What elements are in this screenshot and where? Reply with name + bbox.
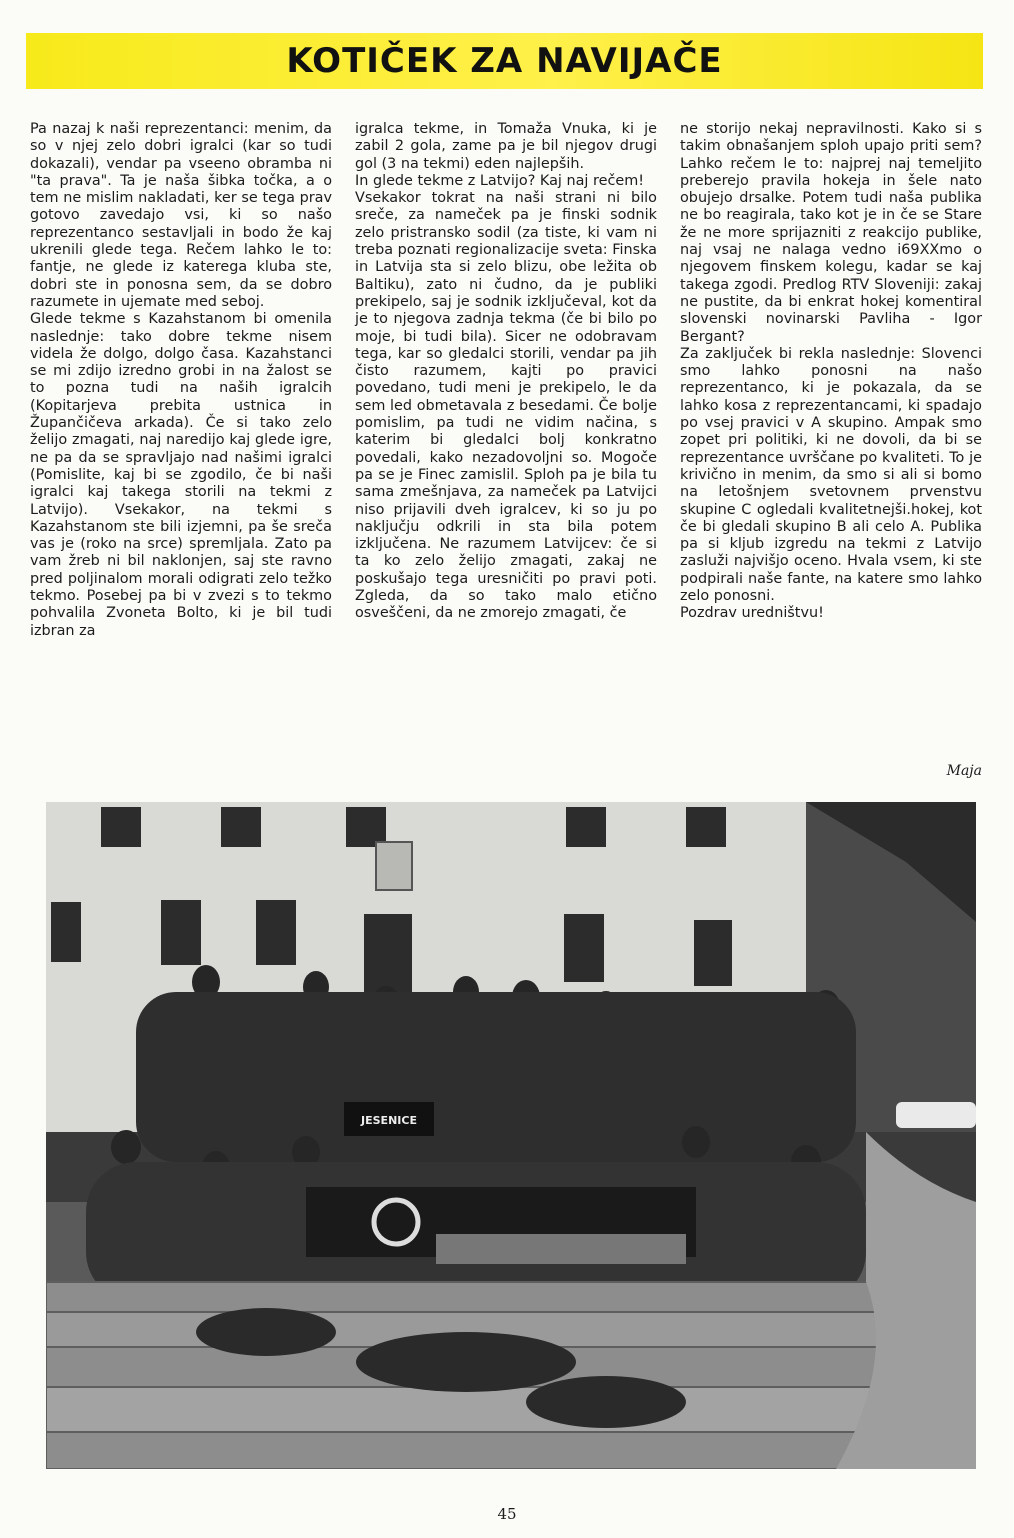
paragraph: igralca tekme, in Tomaža Vnuka, ki je zabil 2 gola, zame pa je bil njegov drugi gol (3 na tekmi) eden najlepših. [355,121,657,172]
article-column-1 [30,121,332,640]
paragraph: In glede tekme z Latvijo? Kaj naj rečem! [355,172,644,189]
paragraph: Vsekakor tokrat na naši strani ni bilo sreče, za nameček pa je finski sodnik zelo pristransko sodil (za tiste, ki vam ni treba poznati regionalizacije sveta: Finska in Latvija sta si zelo blizu, obe ležita ob Baltiku), zato ni čudno, da je publiki prekipelo, saj je sodnik izključeval, kot da je to njegova zadnja tekma (če bi bilo po moje, bi tudi bila). Sicer ne odobravam tega, kar so gledalci storili, vendar pa jih čisto razumem, kajti po pravici povedano, tudi meni je prekipelo, le da sem led obmetavala z besedami. Če bolje pomislim, pa tudi ne vidim načina, s katerim bi gledalci bolj konkratno povedali, kako nezadovoljni so. Mogoče pa se je Finec zamislil. Sploh pa je bila tu sama zmešnjava, za nameček pa Latvijci niso prijavili dveh igralcev, ki so ju po naključju odkrili in sta bila potem izključena. Ne razumem Latvijcev: če si ta ko zelo želijo zmagati, zakaj ne poskušajo tega uresničiti po pravi poti. Zgleda, da so tako malo etično osveščeni, da ne zmorejo zmagati, če [355,190,657,622]
section-banner [26,33,983,89]
banner-text: JESENICE [361,1114,417,1127]
section-title: KOTIČEK ZA NAVIJAČE [286,41,723,81]
page-number: 45 [497,1505,517,1523]
paragraph: Glede tekme s Kazahstanom bi omenila naslednje: tako dobre tekme nisem videla že dolgo, dolgo časa. Kazahstanci se mi zdijo izredno grobi in na žalost se to pozna tudi na naših igralcih (Kopitarjeva prebita ustnica in Župančičeva arkada). Če si tako zelo želijo zmagati, naj naredijo kaj glede igre, ne pa da se spravljajo nad našimi igralci (Pomislite, kaj bi se zgodilo, če bi naši igralci kaj takega storili na tekmi z Latvijo). Vsekakor, na tekmi s Kazahstanom ste bili izjemni, pa še sreča vas je (roko na srce) spremljala. Zato pa vam žreb ni bil naklonjen, saj ste ravno pred poljinalom morali odigrati zelo težko tekmo. Posebej pa bi v zvezi s to tekmo pohvalila Zvoneta Bolto, ki je bil tudi izbran za [30,311,332,639]
paragraph: Pa nazaj k naši reprezentanci: menim, da so v njej zelo dobri igralci (kar so tudi dokazali), vendar pa vseeno obramba ni "ta prava". Ta je naša šibka točka, a o tem ne mislim nakladati, ker se tega prav gotovo zavedajo vsi, ki so našo reprezentanco sestavljali in bodo že kaj ukrenili glede tega. Rečem lahko le to: fantje, ne glede iz katerega kluba ste, dobri ste in ponosna sem, da se dobro razumete in ujemate med seboj. [30,121,332,310]
group-photo [46,802,976,1469]
article-column-2 [355,121,657,623]
paragraph: ne storijo nekaj nepravilnosti. Kako si s takim obnašanjem sploh upajo priti sem? Lahko rečem le to: najprej naj temeljito preberejo pravila hokeja in šele nato obujejo drsalke. Potem tudi naša publika ne bo reagirala, tako kot je in če se Stare že ne more sprijazniti z reakcijo publike, naj vsaj ne nalaga vedno i69XXmo o njegovem finskem kolegu, kadar se kaj takega zgodi. Predlog RTV Sloveniji: zakaj ne pustite, da bi enkrat hokej komentiral slovenski novinarski Pavliha - Igor Bergant? [680,121,982,345]
paragraph: Za zaključek bi rekla naslednje: Slovenci smo lahko ponosni na našo reprezentanco, ki je pokazala, da se lahko kosa z reprezentancami, ki spadajo po vsej pravici v A skupino. Ampak smo zopet pri politiki, ki ne dovoli, da bi se reprezentance uvrščane po kvaliteti. To je krivično in menim, da smo si ali si bomo na letošnjem svetovnem prvenstvu skupine C ogledali kvalitetnejši.hokej, kot če bi gledali skupino B ali celo A. Publika pa si kljub izgredu na tekmi z Latvijo zasluži najvišjo oceno. Hvala vsem, ki ste podpirali naše fante, na katere smo lahko zelo ponosni. [680,345,982,605]
author-signature: Maja [946,763,982,779]
article-column-3 [680,121,982,623]
paragraph: Pozdrav uredništvu! [680,605,824,622]
